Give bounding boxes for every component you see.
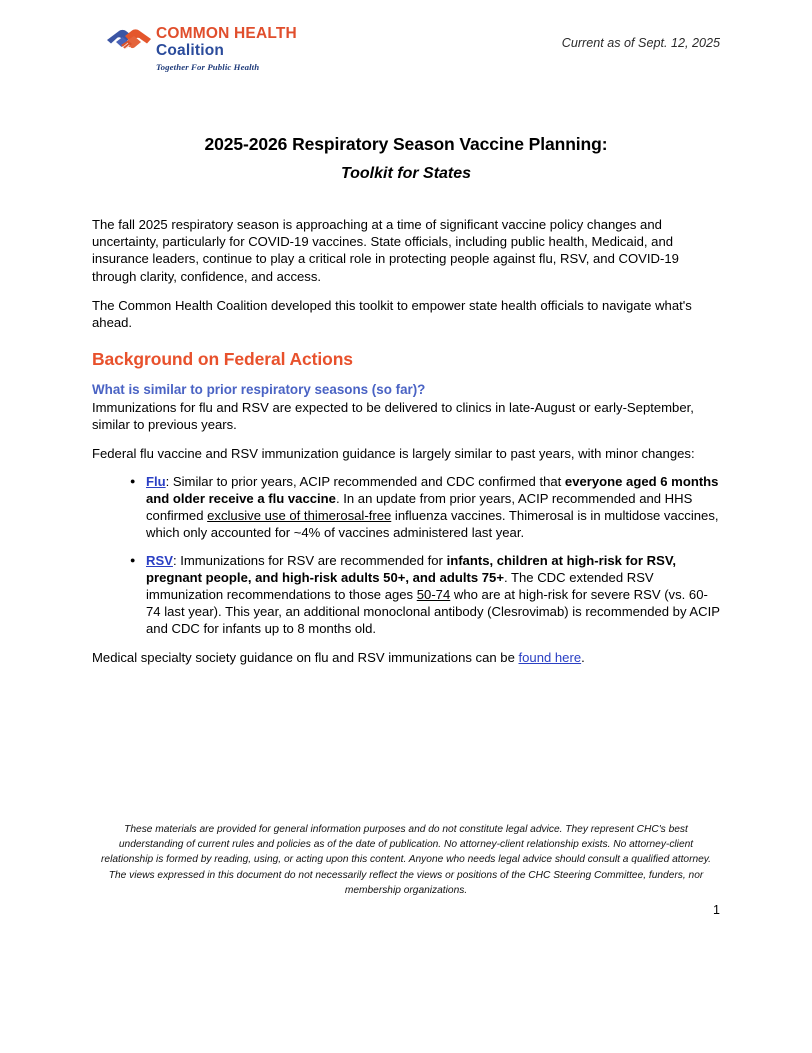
logo-tagline: Together For Public Health	[156, 61, 260, 72]
current-as-of-date: Current as of Sept. 12, 2025	[561, 36, 720, 50]
logo-line-coalition: Coalition	[156, 42, 225, 59]
rsv-link[interactable]: RSV	[146, 552, 173, 568]
logo-line-common-health: COMMON HEALTH	[156, 25, 297, 42]
rsv-underlined-text-1: 50-74	[416, 587, 451, 603]
closing-paragraph	[92, 649, 720, 666]
flu-link[interactable]: Flu	[146, 473, 166, 489]
rsv-bold-text-1: infants, children at high-risk for RSV, pregnant people, and high-risk adults 50+, and adults 75+	[146, 552, 676, 585]
guidance-bullet-list	[92, 473, 720, 638]
flu-text-part-3: influenza vaccines. Thimerosal is in multidose vaccines, which only accounted for ~4% of vaccines administered last year.	[146, 508, 719, 541]
section-paragraph-1: Immunizations for flu and RSV are expected to be delivered to clinics in late-August or early-September, similar to previous years.	[92, 400, 694, 433]
document-body	[92, 216, 720, 678]
closing-text-after: .	[581, 649, 585, 665]
flu-bold-text-1: everyone aged 6 months and older receive a flu vaccine	[146, 473, 719, 507]
found-here-link[interactable]: found here	[518, 649, 582, 665]
closing-text-before: Medical specialty society guidance on flu and RSV immunizations can be	[92, 649, 519, 665]
flu-text-part-2: . In an update from prior years, ACIP recommended and HHS confirmed	[146, 491, 693, 524]
logo-wordmark	[156, 24, 297, 71]
list-item	[130, 552, 720, 638]
subheading-what-is-similar: What is similar to prior respiratory seasons (so far)?	[92, 382, 426, 398]
list-item	[130, 473, 720, 542]
intro-paragraph-2: The Common Health Coalition developed this toolkit to empower state health officials to navigate what's ahead.	[92, 297, 692, 331]
rsv-text-part-1: : Immunizations for RSV are recommended for	[172, 552, 447, 568]
section-heading-background: Background on Federal Actions	[92, 349, 353, 370]
handshake-icon	[106, 27, 152, 57]
page-header	[0, 24, 812, 80]
flu-underlined-text-1: exclusive use of thimerosal-free	[207, 508, 392, 524]
intro-paragraph-1: The fall 2025 respiratory season is approaching at a time of significant vaccine policy changes and uncertainty, particularly for COVID-19 vaccines. State officials, including public health, Medicaid, and insurance leaders, continue to play a critical role in protecting people against flu, RSV, and COVID-19 through clarity, confidence, and access.	[92, 217, 679, 284]
rsv-text-part-2: . The CDC extended RSV immunization recommendations to those ages	[146, 569, 654, 603]
section-paragraph-2: Federal flu vaccine and RSV immunization guidance is largely similar to past years, with minor changes:	[92, 445, 695, 461]
page-number: 1	[713, 903, 720, 917]
document-title: 2025-2026 Respiratory Season Vaccine Planning:	[204, 134, 608, 154]
document-subtitle: Toolkit for States	[340, 165, 472, 182]
organization-logo	[106, 24, 297, 71]
legal-disclaimer: These materials are provided for general information purposes and do not constitute legal advice. They represent CHC's best understanding of current rules and policies as of the date of publication. No attorney-client relationship exists. No attorney-client relationship is formed by reading, using, or acting upon this content. Anyone who needs legal advice should consult a qualified attorney. The views expressed in this document do not necessarily reflect the views or positions of the CHC Steering Committee, funders, nor membership organizations.	[101, 824, 711, 896]
flu-text-part-1: : Similar to prior years, ACIP recommended and CDC confirmed that	[165, 473, 565, 489]
rsv-text-part-3: who are at high-risk for severe RSV (vs. 60-74 last year). This year, an additional monoclonal antibody (Clesrovimab) is recommended by ACIP and CDC for infants up to 8 months old.	[146, 587, 720, 637]
